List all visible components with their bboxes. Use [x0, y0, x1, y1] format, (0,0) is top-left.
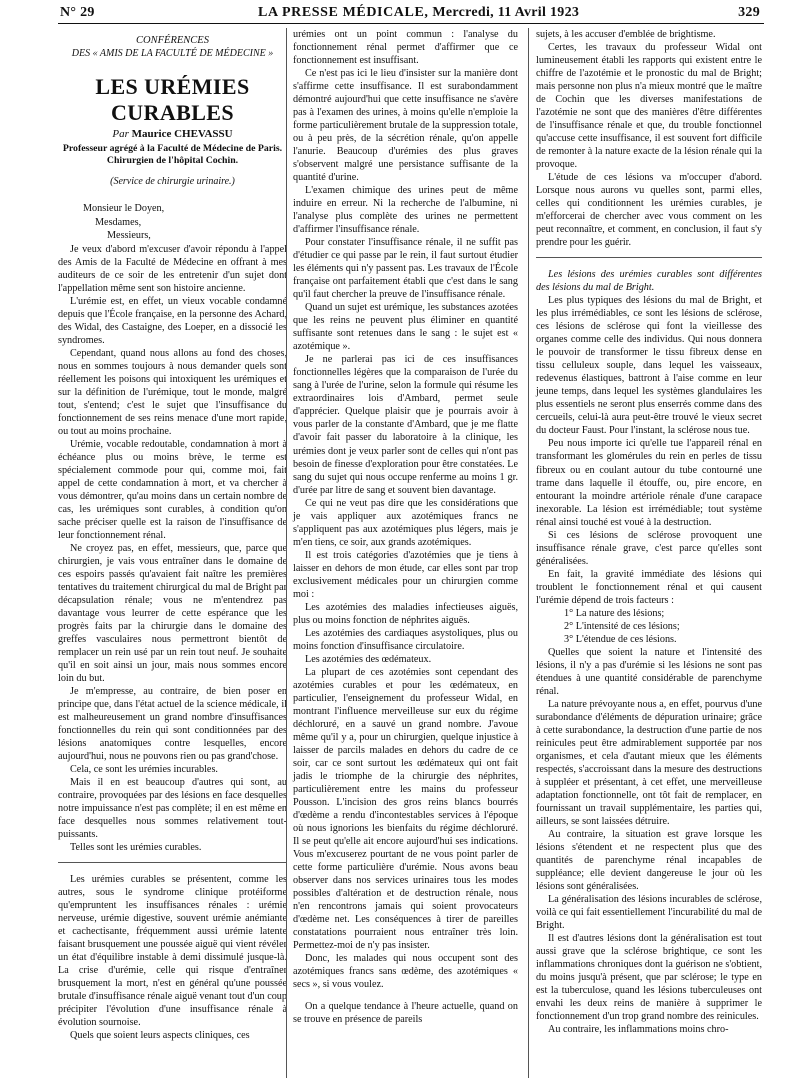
byline	[58, 128, 287, 141]
salutation-line: Monsieur le Doyen,	[83, 203, 165, 215]
salutation	[58, 202, 287, 243]
paragraph: Si ces lésions de sclérose provoquent une insuffisance rénale grave, c'est parce qu'elles sont généralisées.	[536, 529, 762, 567]
paragraph: Je veux d'abord m'excuser d'avoir répondu à l'appel des Amis de la Faculté de Médecine en offrant à mes auditeurs de ce soir de les entretenir d'un sujet dont l'appellation même sent son histoire ancienne.	[58, 243, 287, 294]
paragraph: Les azotémies des œdémateux.	[305, 653, 432, 665]
paragraph: Les azotémies des maladies infectieuses aiguës, plus ou moins fonction de néphrites aiguës.	[293, 601, 518, 626]
paragraph: Je m'empresse, au contraire, de bien poser en principe que, dans l'état actuel de la science médicale, il est malheureusement un grand nombre d'insuffisances fonctionnelles du rein qui sont conditionnées par des lésions anatomiques contre lesquelles, encore aujourd'hui, nous ne pouvons rien ou pas grand'chose.	[58, 686, 287, 763]
paragraph: L'examen chimique des urines peut de même induire en erreur. Ni la recherche de l'albumine, ni l'analyse plus complète des urines ne permettent d'affirmer l'insuffisance rénale.	[293, 185, 518, 236]
paragraph: Ce qui ne veut pas dire que les considérations que je vais appliquer aux azotémiques francs ne s'appliquent pas aux azotémiques plus légers, mais je m'en tiens, ce soir, aux grands azotémiques.	[293, 497, 518, 548]
paragraph: On a quelque tendance à l'heure actuelle, quand on se trouve en présence de pareils	[293, 1001, 518, 1026]
list-item: 3° L'étendue de ces lésions.	[564, 633, 677, 645]
paragraph: Il est trois catégories d'azotémies que je tiens à laisser en dehors de mon étude, car elles sont par trop exclusivement médicales pour un chirurgien comme moi :	[293, 549, 518, 600]
paragraph: urémies ont un point commun : l'analyse du fonctionnement rénal permet d'affirmer que ce fonctionnement est insuffisant.	[293, 29, 518, 67]
series-title: CONFÉRENCES	[136, 35, 209, 46]
paragraph: Urémie, vocable redoutable, condamnation à mort à échéance plus ou moins brève, le terme est spécialement commode pour qui, comme moi, fait appel de cette condamnation à mort, et va chercher à vous démontrer, qu'au moins dans un certain nombre de cas, les urémiques sont curables, à condition qu'on sache préciser quelle est la raison de l'insuffisance de leur fonctionnement rénal.	[58, 438, 287, 541]
section-divider	[536, 257, 762, 258]
paragraph: Certes, les travaux du professeur Widal ont lumineusement établi les rapports qui existent entre le chiffre de l'azotémie et le pronostic du mal de Bright; mais personne non plus n'a mieux montré que le maître de Cochin que les diverses manifestations de l'azotémie ne sont que des manières d'être différentes de l'insuffisance rénale et que, du trouble fonctionnel qu'accuse cette insuffisance, il est souvent fort difficile de remonter à la nature exacte de la lésion rénale qui la provoque.	[536, 42, 762, 171]
paragraph: L'urémie est, en effet, un vieux vocable condamné depuis que l'École française, en la personne des Achard, des Widal, des Castaigne, des Loeper, en a dissocié les syndromes.	[58, 295, 287, 346]
column-3	[528, 28, 762, 1078]
article-title: LES URÉMIES CURABLES	[95, 74, 250, 126]
paragraph: Les azotémies des cardiaques asystoliques, plus ou moins fonction d'insuffisance circulatoire.	[293, 627, 518, 652]
paragraph: La plupart de ces azotémies sont cependant des azotémies curables et pour les œdémateux, en particulier, l'enseignement du professeur Widal, en montrant l'influence merveilleuse sur eux du régime déchloruré, en a sauvé un grand nombre. J'avoue même qu'il y a, pour un chirurgien, quelque injustice à laisser de parcils malades en dehors du cadre de ce soir, car ce sont surtout les œdémateux qui ont fait jadis le triomphe de la chirurgie des néphrites, particulièrement entre les mains du professeur Pousson. L'incision des gros reins blancs bourrés d'œdème a rendu d'incontestables services à l'époque où nous ignorions les bienfaits du régime déchloruré. Il se peut qu'elle ait encore aujourd'hui ses indications. Vous m'excuserez pourtant de ne vous point parler de cette forme particulière d'urémie. Nous avons beau observer dans nos services urinaires tous les modes possibles d'altération et de destruction rénale, nous n'en rencontrons jamais qui soient provocateurs d'œdème net. Les conséquences à tirer de pareilles constatations pourraient nous entraîner très loin. Permettez-moi de n'y pas insister.	[293, 666, 518, 952]
paragraph: Cependant, quand nous allons au fond des choses, nous en sommes toujours à nous demander quels sont réellement les poisons qui intoxiquent les urémiques et sur la définition de l'urémique, tout le monde, malgré tout, s'entend; c'est le sujet que l'insuffisance du fonctionnement de ses reins menace d'une mort rapide, ou tout au moins prochaine.	[58, 347, 287, 437]
author-affiliation-1: Professeur agrégé à la Faculté de Médecine de Paris.	[62, 143, 283, 155]
paragraph: Donc, les malades qui nous occupent sont des azotémiques francs sans œdème, des azotémiques « secs », si vous voulez.	[293, 953, 518, 991]
paragraph: Pour constater l'insuffisance rénale, il ne suffit pas d'étudier ce qui passe par le rein, il faut surtout étudier les éléments qui n'y passent pas. Les travaux de l'École française ont parfaitement établi que c'est dans le sang qu'il faut chercher la preuve de l'insuffisance rénale.	[293, 237, 518, 301]
service-note: (Service de chirurgie urinaire.)	[110, 176, 235, 188]
paragraph: sujets, à les accuser d'emblée de brightisme.	[536, 29, 716, 40]
column-1	[58, 28, 287, 1078]
author-name: Maurice CHEVASSU	[131, 128, 233, 141]
paragraph: La nature prévoyante nous a, en effet, pourvus d'une surabondance d'éléments de dépuration urinaire; grâce à cette surabondance, la destruction d'une partie de nos reinicules peut être admirablement supportée par nos organismes, et cela d'autant mieux que les éléments respectés, s'accroissant dans la mesure des destructions à suppléer et présentant, à cet effet, une merveilleuse adaptation fonctionnelle, ont tôt fait de remplacer, en fournissant un travail supplémentaire, les parties qui, ailleurs, se sont laissées détruire.	[536, 698, 762, 827]
paragraph: Au contraire, la situation est grave lorsque les lésions s'étendent et ne respectent plus que des quantités de parenchyme rénal incapables de suppléance; elle devient dangereuse le jour où les lésions sont généralisées.	[536, 828, 762, 892]
paragraph: La généralisation des lésions incurables de sclérose, voilà ce qui fait essentiellement l'incurabilité du mal de Bright.	[536, 894, 762, 932]
page-number: 329	[738, 5, 760, 20]
journal-title: LA PRESSE MÉDICALE,	[258, 5, 429, 20]
paragraph: Quelles que soient la nature et l'intensité des lésions, il n'y a pas d'urémie si les lésions ne sont pas étendues à une quantité considérable de parenchyme rénal.	[536, 646, 762, 697]
journal-masthead	[258, 5, 579, 21]
paragraph: Quels que soient leurs aspects cliniques, ces	[70, 1030, 250, 1042]
series-subtitle: DES « AMIS DE LA FACULTÉ DE MÉDECINE »	[71, 48, 274, 60]
byline-label: Par	[112, 128, 129, 141]
paragraph: Ne croyez pas, en effet, messieurs, que, parce que chirurgien, je vais vous entraîner dans le domaine de ces espoirs passés qu'avaient fait naître les premières tentatives du traitement chirurgical du mal de Bright par décapsulation rénale; vous ne m'entendrez pas davantage vous leurrer de cette espérance que les progrès faits par la chirurgie dans le domaine des greffes vasculaires nous permettront bientôt de remplacer un rein usé par un rein tout neuf. Je souhaite qu'il en soit ainsi un jour, mais nous sommes encore loin du but.	[58, 542, 287, 685]
issue-number: N° 29	[60, 5, 95, 20]
issue-date: Mercredi, 11 Avril 1923	[432, 5, 580, 20]
paragraph: Quand un sujet est urémique, les substances azotées que les reins ne peuvent plus éliminer en quantité suffisante sont retenues dans le sang : le sujet est « azotémique ».	[293, 302, 518, 353]
paragraph: Mais il en est beaucoup d'autres qui sont, au contraire, provoquées par des lésions en face desquelles notre impuissance n'est pas complète; il en est même en face desquelles nous sommes relativement tout-puissants.	[58, 777, 287, 841]
paragraph: L'étude de ces lésions va m'occuper d'abord. Lorsque nous aurons vu quelles sont, parmi elles, celles qui conditionnent les urémies curables, je m'efforcerai de chercher avec vous comment on les peut reconnaître, et comment, en conclusion, il faut s'y prendre pour les guérir.	[536, 172, 762, 249]
factor-list	[536, 607, 762, 646]
paragraph: Peu nous importe ici qu'elle tue l'appareil rénal en transformant les glomérules du rein en perles de tissu fibreux ou en coulant autour du tube contourné une trame dans laquelle il étouffe, ou, pire encore, en entourant la moindre artériole rénale d'une carapace inexorable. La lésion est irrémédiable; tout système rénal ainsi touché est voué à la destruction.	[536, 438, 762, 528]
list-item: 1° La nature des lésions;	[564, 607, 665, 619]
author-affiliation-2: Chirurgien de l'hôpital Cochin.	[106, 155, 239, 167]
paragraph: En fait, la gravité immédiate des lésions qui troublent le fonctionnement rénal et qui causent l'urémie dépend de trois facteurs :	[536, 568, 762, 606]
paragraph: Les urémies curables se présentent, comme les autres, sous le syndrome clinique protéiforme qu'empruntent les insuffisances rénales : urémie nerveuse, urémie digestive, souvent urémie anémiante et cachectisante, fréquemment aussi urémie latente faisant brusquement une poussée aiguë qui vient révéler un état d'équilibre instable à demi dissimulé jusque-là. La crise d'urémie, celle qui risque d'entraîner brusquement la mort, n'est en général qu'une poussée brutale d'insuffisance rénale aiguë venant tout d'un coup précipiter l'évolution d'une insuffisance rénale à évolution sournoise.	[58, 874, 287, 1029]
paragraph: Les plus typiques des lésions du mal de Bright, et les plus irrémédiables, ce sont les lésions de sclérose, ces lésions de sclérose qui font la vieillesse des organes comme celle des individus. Qui nous donnera le pouvoir de transformer le tissu fibreux dense en tissu celluleux souple, dans lequel les vaisseaux, redevenus élastiques, battront à l'aise comme en leur jeune temps, dans lequel les systèmes glandulaires les plus essentiels ne seront plus enserrés comme dans des cercueils, celui-là aura peut-être trouvé le vieux secret du docteur Faust. Pour l'instant, la sclérose nous tue.	[536, 295, 762, 437]
section-divider	[58, 862, 287, 863]
paragraph: Cela, ce sont les urémies incurables.	[70, 764, 218, 776]
salutation-line: Mesdames,	[95, 216, 142, 228]
paragraph: Telles sont les urémies curables.	[70, 842, 202, 854]
paragraph: Je ne parlerai pas ici de ces insuffisances fonctionnelles légères que la comparaison de l'urée du sang à l'urée de l'urine, selon la formule qui résume les extraordinaires lois d'Ambard, permet seule d'apprécier. Quelque plaisir que je pourrais avoir à vous parler de la constante d'Ambard, que je me flatte d'avoir fait passer du laboratoire à la clinique, les urémies dont je veux parler sont de celles qui n'ont pas besoin de finesse d'exploration pour être constatées. Le sang du sujet qui nous occupe renferme au moins 1 gr. d'urée par litre de sang et souvent bien davantage.	[293, 354, 518, 496]
paragraph: Il est d'autres lésions dont la généralisation est tout aussi grave que la sclérose brightique, ce sont les inflammations chroniques dont la guérison ne s'obtient, du moins jusqu'à présent, que par sclérose; le type en est la tuberculose, quand les lésions tuberculeuses ont envahi les deux reins de manière à supprimer le fonctionnement d'un trop grand nombre des reinicules.	[536, 933, 762, 1023]
list-item: 2° L'intensité de ces lésions;	[564, 620, 680, 632]
salutation-line: Messieurs,	[107, 230, 151, 242]
paragraph: Ce n'est pas ici le lieu d'insister sur la manière dont s'affirme cette insuffisance. Il est surabondamment démontré aujourd'hui que cette insuffisance ne s'avère pas à l'examen des urines, à moins qu'elle n'emploie la forme particulièrement brutale de la suppression totale, ou à peu près, de la sécrétion rénale, qu'on appelle l'anurie. Beaucoup d'urémies des plus graves s'observent malgré une persistance suffisante de la quantité d'urine.	[293, 68, 518, 184]
paragraph: Les lésions des urémies curables sont différentes des lésions du mal de Bright.	[536, 269, 762, 294]
paragraph: Au contraire, les inflammations moins chro-	[548, 1024, 729, 1036]
page-header	[58, 2, 764, 24]
column-2	[286, 28, 518, 1078]
